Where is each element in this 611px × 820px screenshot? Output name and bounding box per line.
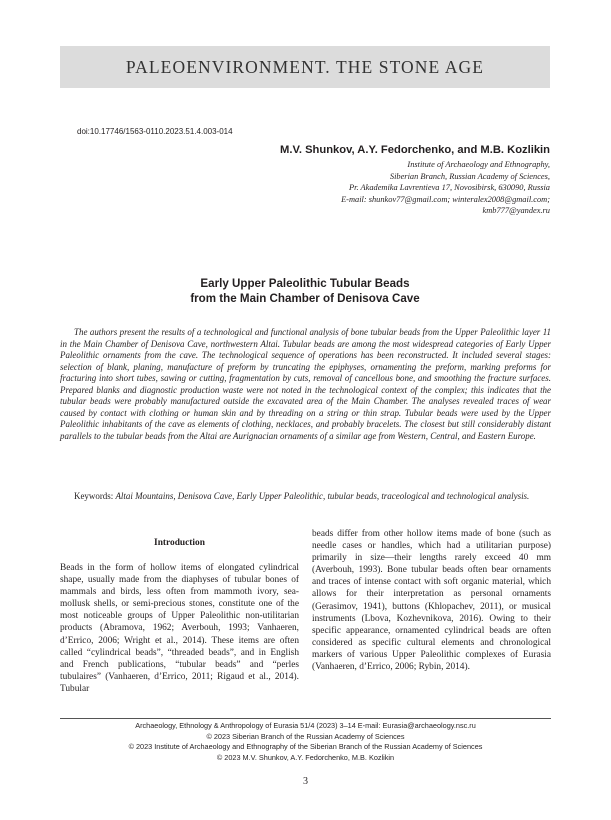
affiliation-email[interactable]: E-mail: shunkov77@gmail.com; winteralex2008@gmail.com; bbox=[341, 194, 550, 204]
footer bbox=[60, 721, 551, 763]
keywords bbox=[60, 491, 551, 503]
affiliation-line: Siberian Branch, Russian Academy of Sciences, bbox=[389, 171, 550, 181]
footer-divider bbox=[60, 718, 551, 719]
footer-copyright: © 2023 Institute of Archaeology and Ethnography of the Siberian Branch of the Russian Academy of Sciences bbox=[128, 742, 483, 752]
article-title-line: from the Main Chamber of Denisova Cave bbox=[190, 292, 420, 306]
body-column-right bbox=[312, 528, 551, 673]
body-column-left bbox=[60, 562, 299, 695]
footer-copyright: © 2023 Siberian Branch of the Russian Academy of Sciences bbox=[206, 731, 405, 741]
footer-journal-line: Archaeology, Ethnology & Anthropology of Eurasia 51/4 (2023) 3–14 E-mail: Eurasia@archaeology.nsc.ru bbox=[135, 721, 476, 730]
affiliation-line: Institute of Archaeology and Ethnography, bbox=[407, 160, 550, 169]
abstract bbox=[60, 327, 551, 442]
keywords-label: Keywords: bbox=[74, 491, 114, 501]
doi-link[interactable]: doi:10.17746/1563-0110.2023.51.4.003-014 bbox=[77, 127, 233, 136]
section-header: PALEOENVIRONMENT. THE STONE AGE bbox=[125, 57, 485, 77]
affiliation-line: Pr. Akademika Lavrentieva 17, Novosibirsk, 630090, Russia bbox=[349, 183, 550, 193]
abstract-text: The authors present the results of a technological and functional analysis of bone tubular beads from the Upper Paleolithic layer 11 in the Main Chamber of Denisova Cave, northwestern Altai. Tubular beads are among the most widespread categories of Early Upper Paleolithic ornaments from the cave. The technological sequence of operations has been reconstructed. It included several stages: selection of blank, planing, manufacture of preform by truncating the epiphyses, ornamenting the preform, marking preforms for fracturing into short tubes, sawing or cutting, fragmentation by cuts, removal of cancellous bone, and smoothing the fracture surfaces. Prepared blanks and diagnostic production waste were not noted in the technological context of the complex; this indicates that the tubular beads were probably manufactured outside the excavated area of the Main Chamber. The analyses revealed traces of wear caused by contact with clothing or human skin and by threading on a string or thin strap. Tubular beads were used by the Upper Paleolithic inhabitants of the cave as elements of clothing, necklaces, and probably bracelets. The closest but still considerably distant parallels to the tubular beads from the Altai are Aurignacian ornaments of a similar age from Western, Central, and Eastern Europe. bbox=[60, 327, 551, 441]
article-title-line: Early Upper Paleolithic Tubular Beads bbox=[200, 277, 410, 290]
keywords-text: Altai Mountains, Denisova Cave, Early Upper Paleolithic, tubular beads, traceological and technological analysis. bbox=[115, 491, 530, 501]
authors: M.V. Shunkov, A.Y. Fedorchenko, and M.B. Kozlikin bbox=[280, 144, 550, 156]
affiliation-email[interactable]: kmb777@yandex.ru bbox=[482, 206, 550, 216]
intro-heading: Introduction bbox=[154, 538, 205, 548]
affiliation bbox=[341, 159, 550, 217]
page-number: 3 bbox=[303, 776, 308, 787]
article-title bbox=[60, 276, 550, 306]
body-paragraph: Beads in the form of hollow items of elongated cylindrical shape, usually made from the diaphyses of tubular bones of mammals and birds, less often from mammoth ivory, sea-mollusk shells, or semi-precious stones, constitute one of the most noticeable groups of Upper Paleolithic non-utilitarian products (Abramova, 1962; Averbouh, 1993; Vanhaeren, d’Errico, 2006; Wright et al., 2014). These items are often called “cylindrical beads”, “threaded beads”, and in English and French publications, “tubular beads” and “perles tubulaires” (Vanhaeren, d’Errico, 2011; Rigaud et al., 2014). Tubular bbox=[60, 563, 299, 694]
footer-copyright: © 2023 M.V. Shunkov, A.Y. Fedorchenko, M.B. Kozlikin bbox=[216, 752, 395, 762]
body-paragraph: beads differ from other hollow items made of bone (such as needle cases or handles, which had a utilitarian purpose) primarily in size—their lengths rarely exceed 40 mm (Averbouh, 1993). Bone tubular beads often bear ornaments and traces of intense contact with soft organic material, which allows for their interpretation as personal ornaments (Gerasimov, 1941), buttons (Khlopachev, 2011), or musical instruments (Lbova, Kozhevnikova, 2016). Owing to their specific appearance, ornamented cylindrical beads are often considered as specific cultural elements and chronological markers of various Upper Paleolithic complexes of Eurasia (Vanhaeren, d’Errico, 2006; Rybin, 2014). bbox=[312, 529, 551, 673]
